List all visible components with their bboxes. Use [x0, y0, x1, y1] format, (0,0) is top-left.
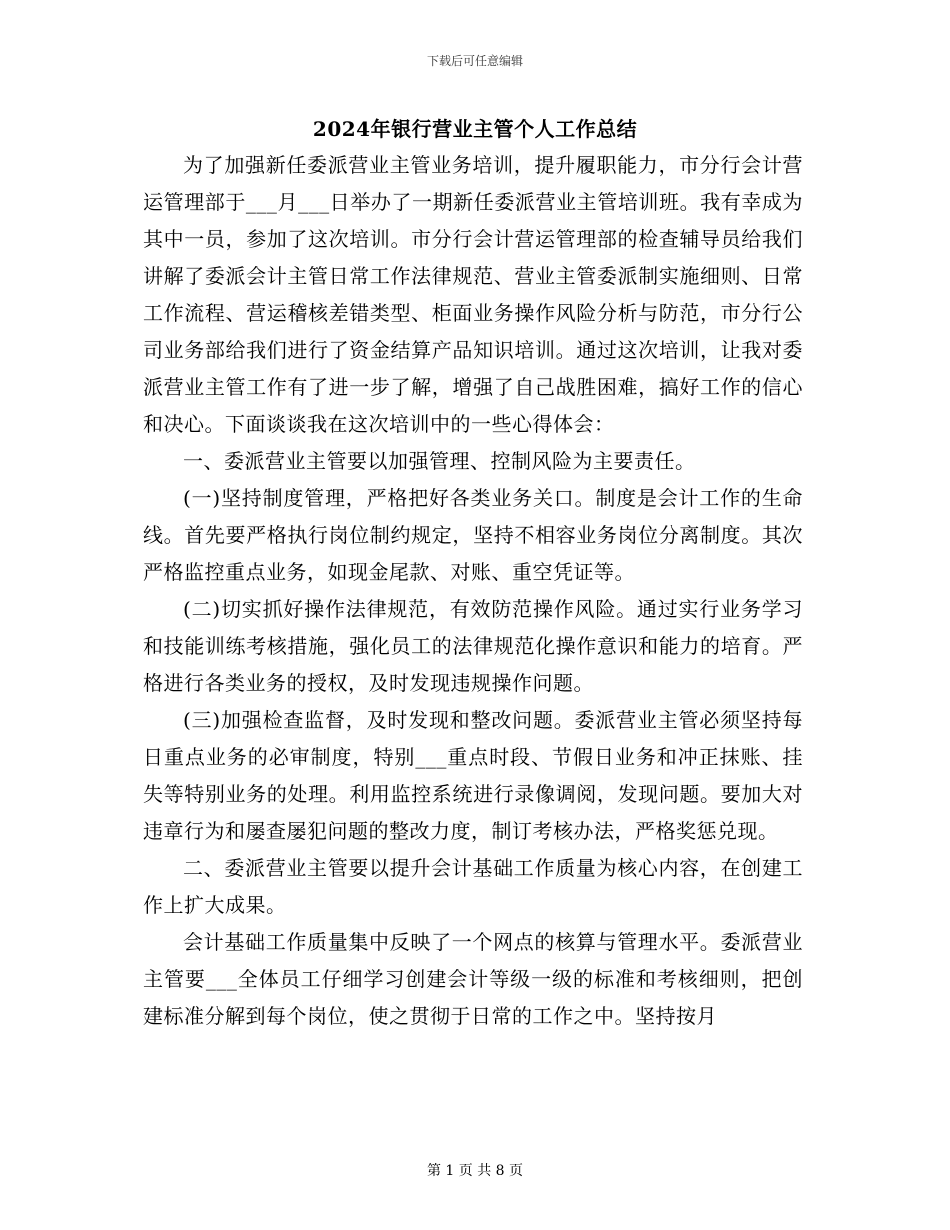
page-number-footer: 第 1 页 共 8 页 [426, 1163, 524, 1179]
paragraph: 为了加强新任委派营业主管业务培训，提升履职能力，市分行会计营运管理部于___月___日举办了一期新任委派营业主管培训班。我有幸成为其中一员，参加了这次培训。市分行会计营运管理部的检查辅导员给我们讲解了委派会计主管日常工作法律规范、营业主管委派制实施细则、日常工作流程、营运稽核差错类型、柜面业务操作风险分析与防范，市分行公司业务部给我们进行了资金结算产品知识培训。通过这次培训，让我对委派营业主管工作有了进一步了解，增强了自己战胜困难，搞好工作的信心和决心。下面谈谈我在这次培训中的一些心得体会： [143, 153, 803, 436]
paragraph: 二、委派营业主管要以提升会计基础工作质量为核心内容，在创建工作上扩大成果。 [143, 856, 803, 917]
paragraph: (一)坚持制度管理，严格把好各类业务关口。制度是会计工作的生命线。首先要严格执行岗位制约规定，坚持不相容业务岗位分离制度。其次严格监控重点业务，如现金尾款、对账、重空凭证等。 [143, 486, 803, 584]
paragraph: (二)切实抓好操作法律规范，有效防范操作风险。通过实行业务学习和技能训练考核措施，强化员工的法律规范化操作意识和能力的培育。严格进行各类业务的授权，及时发现违规操作问题。 [143, 597, 803, 695]
paragraph: 一、委派营业主管要以加强管理、控制风险为主要责任。 [183, 449, 696, 473]
document-title: 2024年银行营业主管个人工作总结 [312, 117, 638, 141]
paragraph: 会计基础工作质量集中反映了一个网点的核算与管理水平。委派营业主管要___全体员工仔细学习创建会计等级一级的标准和考核细则，把创建标准分解到每个岗位，使之贯彻于日常的工作之中。坚持按月 [143, 930, 803, 1028]
paragraph: (三)加强检查监督，及时发现和整改问题。委派营业主管必须坚持每日重点业务的必审制度，特别___重点时段、节假日业务和冲正抹账、挂失等特别业务的处理。利用监控系统进行录像调阅，发现问题。要加大对违章行为和屡查屡犯问题的整改力度，制订考核办法，严格奖惩兑现。 [143, 708, 803, 843]
header-note: 下载后可任意编辑 [426, 54, 523, 68]
document-body [143, 147, 803, 1035]
